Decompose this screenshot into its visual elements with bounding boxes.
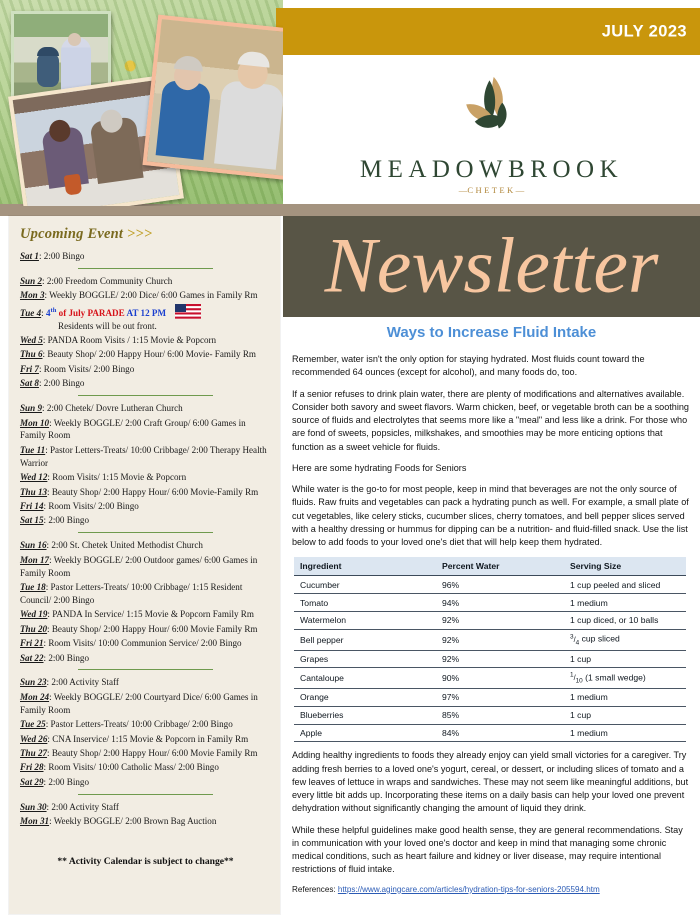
article	[292, 324, 691, 894]
photo3-person-left	[156, 80, 212, 161]
calendar-event-day: Sat 15	[20, 515, 44, 526]
cell-percent-water: 92%	[436, 612, 564, 630]
calendar-event-day: Wed 19	[20, 609, 48, 620]
calendar-event-day: Sat 8	[20, 378, 39, 389]
calendar-event: Sat 22: 2:00 Bingo	[20, 652, 89, 663]
cell-serving-size: 1 cup	[564, 706, 686, 724]
calendar-event: Mon 31: Weekly BOGGLE/ 2:00 Brown Bag Auction	[20, 816, 217, 827]
right-column	[283, 0, 700, 921]
calendar-event-text-part: of July	[56, 307, 88, 318]
calendar-event-text: Beauty Shop/ 2:00 Happy Hour/ 6:00 Movie Family Rm	[51, 623, 258, 634]
calendar-event-day: Thu 6	[20, 349, 43, 360]
table-row	[294, 629, 686, 650]
calendar-event-day: Mon 24	[20, 691, 50, 702]
brand-dash-left: —	[458, 185, 468, 195]
calendar-event-text: 2:00 Activity Staff	[51, 677, 119, 688]
cell-percent-water: 92%	[436, 650, 564, 668]
usa-flag-icon	[175, 304, 201, 319]
calendar-event-text-part: 4	[45, 307, 51, 318]
butterfly-leaf-logo-icon	[449, 70, 535, 161]
calendar-event-text: 2:00 Bingo	[48, 776, 89, 787]
calendar-event-text: Beauty Shop/ 2:00 Happy Hour/ 6:00 Movie-Family Rm	[51, 486, 259, 497]
cell-percent-water: 85%	[436, 706, 564, 724]
calendar-event-day: Tue 11	[20, 444, 46, 455]
table-row	[294, 668, 686, 689]
calendar-event: Wed 12: Room Visits/ 1:15 Movie & Popcorn	[20, 472, 187, 483]
brand-location-text: CHETEK	[467, 185, 516, 195]
calendar-event-text: CNA Inservice/ 1:15 Movie & Popcorn in Family Rm	[52, 733, 249, 744]
cell-serving-size: $^1/_{10}$ (1 small wedge)	[564, 668, 686, 689]
cell-ingredient: Apple	[294, 724, 436, 742]
calendar-event-day: Fri 7	[20, 363, 39, 374]
calendar-event-day: Sat 29	[20, 776, 44, 787]
references-label: References:	[292, 884, 336, 894]
reference-link[interactable]: https://www.agingcare.com/articles/hydration-tips-for-seniors-205594.htm	[337, 884, 600, 894]
table-row	[294, 689, 686, 707]
photo3-person-right	[214, 80, 283, 170]
calendar-event: Mon 24: Weekly BOGGLE/ 2:00 Courtyard Dice/ 6:00 Games in Family Room	[20, 691, 258, 715]
calendar-event: Mon 3: Weekly BOGGLE/ 2:00 Dice/ 6:00 Games in Family Rm	[20, 290, 258, 301]
calendar-event-text: Beauty Shop/ 2:00 Happy Hour/ 6:00 Movie- Family Rm	[47, 349, 256, 360]
calendar-group-separator	[78, 532, 213, 533]
calendar-event: Thu 20: Beauty Shop/ 2:00 Happy Hour/ 6:00 Movie Family Rm	[20, 623, 258, 634]
calendar-footer-note: ** Activity Calendar is subject to change**	[57, 856, 234, 868]
calendar-event: Wed 5: PANDA Room Visits / 1:15 Movie & Popcorn	[20, 335, 217, 346]
column-header-percent-water: Percent Water	[436, 557, 564, 576]
calendar-event-text: 2:00 Bingo	[48, 515, 89, 526]
calendar-event-text: Pastor Letters-Treats/ 10:00 Cribbage/ 1:15 Resident Council/ 2:00 Bingo	[20, 582, 243, 605]
calendar-event-text: Pastor Letters-Treats/ 10:00 Cribbage/ 2:00 Bingo	[50, 719, 233, 730]
calendar-event: Wed 26: CNA Inservice/ 1:15 Movie & Popcorn in Family Rm	[20, 733, 249, 744]
calendar-event: Sun 23: 2:00 Activity Staff	[20, 677, 119, 688]
hydrating-foods-table	[294, 557, 686, 742]
calendar-event: Tue 11: Pastor Letters-Treats/ 10:00 Cribbage/ 2:00 Therapy Health Warrior	[20, 444, 267, 468]
article-paragraph: Adding healthy ingredients to foods they already enjoy can yield small victories for a caregiver. Try adding fresh berries to a loved one's yogurt, cereal, or dessert, or including slices of tomato and a few leaves of lettuce in wraps and sandwiches. These may not seem like meaningful additions, but every little bit adds up. Incorporating these items on a daily basis can help your loved one prevent dehydration without significantly changing the amount of liquid they drink.	[292, 750, 689, 814]
calendar-title-text: Upcoming Event	[20, 226, 124, 242]
calendar-event: Tue 4: 4th of July PARADE AT 12 PM Residents will be out front.	[20, 304, 271, 333]
calendar-event-text: Room Visits/ 10:00 Communion Service/ 2:00 Bingo	[48, 638, 242, 649]
calendar-group-separator	[78, 794, 213, 795]
cell-serving-size: 1 cup peeled and sliced	[564, 576, 686, 594]
calendar-event-text: Room Visits/ 2:00 Bingo	[43, 363, 135, 374]
calendar-event-day: Tue 18	[20, 582, 46, 593]
cell-ingredient: Cucumber	[294, 576, 436, 594]
table-row	[294, 576, 686, 594]
calendar-event-day: Tue 25	[20, 719, 46, 730]
calendar-event-text: 2:00 St. Chetek United Methodist Church	[51, 540, 203, 551]
calendar-event-day: Fri 21	[20, 638, 44, 649]
calendar-event-day: Sat 22	[20, 652, 44, 663]
article-paragraph: Remember, water isn't the only option for staying hydrated. Most fluids count toward the recommended 64 ounces (except for alcohol), and many foods do, too.	[292, 354, 645, 378]
calendar-event: Sun 2: 2:00 Freedom Community Church	[20, 275, 173, 286]
references-line	[292, 885, 691, 894]
table-body	[294, 576, 686, 742]
calendar-event-text: Room Visits/ 1:15 Movie & Popcorn	[52, 472, 187, 483]
calendar-event-text: Weekly BOGGLE/ 2:00 Outdoor games/ 6:00 Games in Family Room	[20, 554, 258, 578]
cell-percent-water: 96%	[436, 576, 564, 594]
table-row	[294, 724, 686, 742]
table-header-row	[294, 557, 686, 576]
calendar-event-text: Weekly BOGGLE/ 2:00 Craft Group/ 6:00 Games in Family Room	[20, 417, 246, 441]
cell-serving-size: 1 cup diced, or 10 balls	[564, 612, 686, 630]
activity-calendar-card	[9, 216, 280, 914]
cell-ingredient: Orange	[294, 689, 436, 707]
calendar-event-text: Weekly BOGGLE/ 2:00 Dice/ 6:00 Games in Family Rm	[49, 290, 258, 301]
column-header-serving-size: Serving Size	[564, 557, 686, 576]
calendar-event-day: Mon 31	[20, 816, 50, 827]
issue-header-bar	[283, 8, 700, 55]
cell-percent-water: 97%	[436, 689, 564, 707]
column-header-ingredient: Ingredient	[294, 557, 436, 576]
calendar-event-day: Wed 5	[20, 335, 43, 346]
calendar-event-text: Weekly BOGGLE/ 2:00 Brown Bag Auction	[53, 816, 217, 827]
cell-ingredient: Watermelon	[294, 612, 436, 630]
calendar-group-separator	[78, 669, 213, 670]
calendar-event-day: Fri 14	[20, 501, 44, 511]
calendar-event-day: Sun 9	[20, 403, 42, 414]
calendar-event-day: Sun 16	[20, 540, 47, 551]
calendar-event-day: Thu 27	[20, 748, 48, 758]
table-row	[294, 612, 686, 630]
calendar-event: Mon 17: Weekly BOGGLE/ 2:00 Outdoor games/ 6:00 Games in Family Room	[20, 554, 258, 578]
calendar-event: Thu 27: Beauty Shop/ 2:00 Happy Hour/ 6:00 Movie Family Rm	[20, 748, 258, 758]
calendar-event-day: Wed 26	[20, 733, 48, 744]
calendar-event-day: Mon 3	[20, 290, 45, 301]
calendar-event-text: Room Visits/ 10:00 Catholic Mass/ 2:00 Bingo	[48, 762, 219, 773]
calendar-event: Sat 8: 2:00 Bingo	[20, 378, 85, 389]
calendar-event: Sun 9: 2:00 Chetek/ Dovre Lutheran Church	[20, 403, 183, 414]
calendar-event: Fri 21: Room Visits/ 10:00 Communion Service/ 2:00 Bingo	[20, 638, 242, 649]
cell-serving-size: 1 cup	[564, 650, 686, 668]
calendar-event-text-part: PARADE	[87, 307, 127, 318]
calendar-event-day: Sun 23	[20, 677, 47, 688]
issue-date: JULY 2023	[601, 22, 687, 40]
cell-ingredient: Bell pepper	[294, 629, 436, 650]
calendar-event-text-part: th	[50, 306, 57, 314]
left-column	[0, 0, 283, 921]
article-paragraph: While water is the go-to for most people, keep in mind that beverages are not the only source of fluids. Raw fruits and vegetables can pack a hydrating punch as well. For example, a small plate of cut vegetables, like celery sticks, cucumber slices, cherry tomatoes, and bell pepper slices served with a healthy dressing or hummus for dipping can be a nutrition- and fluid-filled snack. Use the list below to add foods to your loved one's diet that will help keep them hydrated.	[292, 484, 689, 548]
calendar-group-separator	[78, 395, 213, 396]
calendar-event-text: Room Visits/ 2:00 Bingo	[48, 501, 139, 511]
calendar-event-day: Mon 10	[20, 417, 50, 428]
calendar-event: Sun 16: 2:00 St. Chetek United Methodist Church	[20, 540, 203, 551]
photo2-drink	[63, 174, 82, 196]
calendar-event-text: Beauty Shop/ 2:00 Happy Hour/ 6:00 Movie Family Rm	[51, 748, 258, 758]
cell-serving-size: $^3/_4$ cup sliced	[564, 629, 686, 650]
newsletter-banner	[283, 216, 700, 317]
table-row	[294, 594, 686, 612]
logo-block	[283, 60, 700, 200]
calendar-event-day: Wed 12	[20, 472, 48, 483]
calendar-event-day: Sat 1	[20, 251, 39, 261]
calendar-event-text: PANDA Room Visits / 1:15 Movie & Popcorn	[47, 335, 217, 346]
cell-serving-size: 1 medium	[564, 689, 686, 707]
table-row	[294, 650, 686, 668]
cell-percent-water: 90%	[436, 668, 564, 689]
calendar-event-day: Fri 28	[20, 762, 44, 773]
article-subheading: Here are some hydrating Foods for Seniors	[292, 462, 467, 473]
calendar-event: Tue 25: Pastor Letters-Treats/ 10:00 Cribbage/ 2:00 Bingo	[20, 719, 233, 730]
cell-ingredient: Cantaloupe	[294, 668, 436, 689]
calendar-event: Thu 6: Beauty Shop/ 2:00 Happy Hour/ 6:00 Movie- Family Rm	[20, 349, 256, 360]
photo-collage	[0, 0, 283, 206]
calendar-event-subline: Residents will be out front.	[58, 320, 157, 331]
cell-serving-size: 1 medium	[564, 724, 686, 742]
brand-location	[283, 185, 700, 195]
calendar-event-text: 2:00 Freedom Community Church	[46, 275, 173, 286]
table-row	[294, 706, 686, 724]
calendar-event: Tue 18: Pastor Letters-Treats/ 10:00 Cribbage/ 1:15 Resident Council/ 2:00 Bingo	[20, 582, 243, 605]
calendar-event-text: 2:00 Bingo	[48, 652, 89, 663]
brand-dash-right: —	[515, 185, 525, 195]
calendar-event-text-part: AT 12 PM	[126, 307, 167, 318]
calendar-event: Fri 7: Room Visits/ 2:00 Bingo	[20, 363, 135, 374]
article-paragraph: If a senior refuses to drink plain water, there are plenty of modifications and alternatives available. Consider both savory and sweet flavors. Warm chicken, beef, or vegetable broth can be a soothing source of fluids and electrolytes that seems more like a "meal" and less like a drink. For those who are fond of sweets, popsicles, milkshakes, and smoothies may be more enticing options that function as a sweet vehicle for fluids.	[292, 388, 689, 452]
cell-percent-water: 84%	[436, 724, 564, 742]
calendar-event: Fri 28: Room Visits/ 10:00 Catholic Mass/ 2:00 Bingo	[20, 762, 219, 773]
calendar-event-text: 2:00 Chetek/ Dovre Lutheran Church	[46, 403, 183, 414]
photo1-head	[68, 33, 81, 46]
cell-ingredient: Grapes	[294, 650, 436, 668]
calendar-title	[20, 226, 271, 243]
right-taupe-band	[283, 204, 700, 216]
cell-serving-size: 1 medium	[564, 594, 686, 612]
cell-percent-water: 92%	[436, 629, 564, 650]
calendar-event-day: Tue 4	[20, 307, 42, 318]
cell-percent-water: 94%	[436, 594, 564, 612]
calendar-event-day: Mon 17	[20, 554, 50, 565]
calendar-event-text: Weekly BOGGLE/ 2:00 Courtyard Dice/ 6:00 Games in Family Room	[20, 691, 258, 715]
calendar-event: Sat 1: 2:00 Bingo	[20, 251, 85, 261]
calendar-event-day: Sun 2	[20, 275, 42, 286]
cell-ingredient: Tomato	[294, 594, 436, 612]
brand-name: MEADOWBROOK	[359, 156, 624, 183]
calendar-event: Thu 13: Beauty Shop/ 2:00 Happy Hour/ 6:00 Movie-Family Rm	[20, 486, 259, 497]
calendar-event-day: Sun 30	[20, 801, 47, 812]
calendar-event: Fri 14: Room Visits/ 2:00 Bingo	[20, 501, 139, 511]
calendar-event-text: 2:00 Bingo	[43, 378, 85, 389]
calendar-event: Mon 10: Weekly BOGGLE/ 2:00 Craft Group/ 6:00 Games in Family Room	[20, 417, 246, 441]
calendar-event-text: 2:00 Activity Staff	[51, 801, 119, 812]
calendar-event-text: PANDA In Service/ 1:15 Movie & Popcorn Family Rm	[52, 609, 254, 620]
calendar-event-list	[20, 250, 271, 828]
calendar-event: Wed 19: PANDA In Service/ 1:15 Movie & Popcorn Family Rm	[20, 609, 254, 620]
cell-ingredient: Blueberries	[294, 706, 436, 724]
calendar-event-text: Pastor Letters-Treats/ 10:00 Cribbage/ 2:00 Therapy Health Warrior	[20, 444, 267, 468]
photo1-child-hat	[37, 47, 59, 56]
article-title: Ways to Increase Fluid Intake	[386, 324, 597, 341]
calendar-event: Sat 29: 2:00 Bingo	[20, 776, 89, 787]
calendar-event-day: Thu 20	[20, 623, 48, 634]
photo1-child	[37, 53, 59, 87]
photo-two-residents-indoors	[143, 15, 283, 181]
calendar-group-separator	[78, 268, 213, 269]
calendar-title-arrows: >>>	[126, 226, 153, 242]
calendar-event: Sun 30: 2:00 Activity Staff	[20, 801, 119, 812]
calendar-event-day: Thu 13	[20, 486, 48, 497]
newsletter-banner-word: Newsletter	[324, 220, 659, 308]
article-paragraph: While these helpful guidelines make good health sense, they are general recommendations. Stay in communication with your loved one's doctor and keep in mind that managing some chronic medical conditions, such as heart failure and kidney or liver disease, may require intentional restrictions of fluid intake.	[292, 824, 683, 875]
calendar-event: Sat 15: 2:00 Bingo	[20, 515, 89, 526]
calendar-event-text: 2:00 Bingo	[43, 251, 85, 261]
